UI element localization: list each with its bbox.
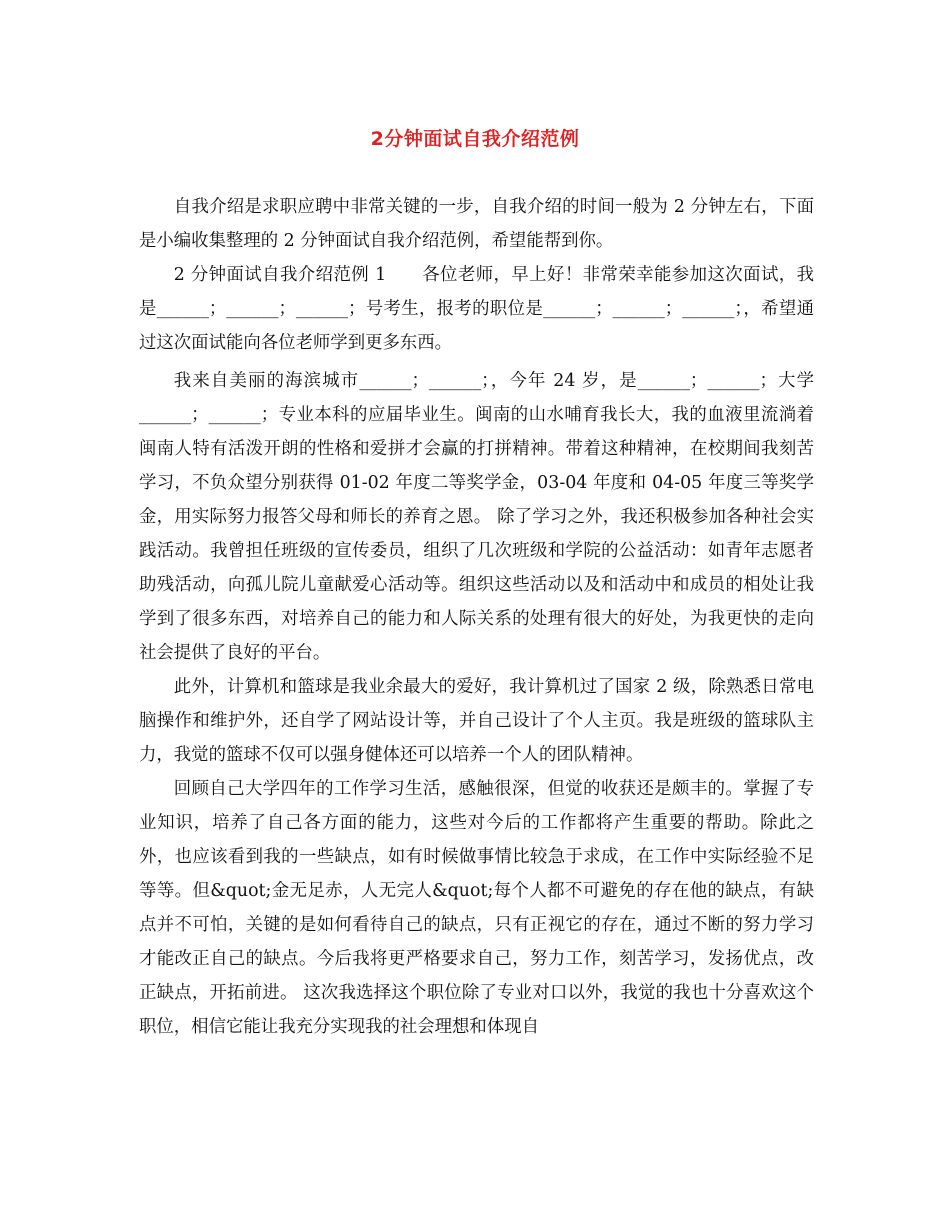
paragraph-review: 回顾自己大学四年的工作学习生活，感触很深，但觉的收获还是颇丰的。掌握了专业知识，培养了自己各方面的能力，这些对今后的工作都将产生重要的帮助。除此之外，也应该看到我的一些缺点，如有时候做事情比较急于求成，在工作中实际经验不足等等。但&quot;金无足赤，人无完人&quot;每个人都不可避免的存在他的缺点，有缺点并不可怕，关键的是如何看待自己的缺点，只有正视它的存在，通过不断的努力学习才能改正自己的缺点。今后我将更严格要求自己，努力工作，刻苦学习，发扬优点，改正缺点，开拓前进。 这次我选择这个职位除了专业对口以外，我觉的我也十分喜欢这个职位，相信它能让我充分实现我的社会理想和体现自	[139, 779, 814, 1037]
paragraph-intro: 自我介绍是求职应聘中非常关键的一步，自我介绍的时间一般为 2 分钟左右，下面是小编收集整理的 2 分钟面试自我介绍范例，希望能帮到你。	[139, 197, 814, 251]
document-body	[139, 190, 814, 1044]
document-title: 2分钟面试自我介绍范例	[370, 128, 580, 150]
paragraph-example-1: 2 分钟面试自我介绍范例 1 各位老师，早上好！非常荣幸能参加这次面试，我是______；______；______；号考生，报考的职位是______；______；______；，希望通过这次面试能向各位老师学到更多东西。	[139, 265, 814, 353]
paragraph-background: 我来自美丽的海滨城市______；______；，今年 24 岁，是______；______；大学______；______；专业本科的应届毕业生。闽南的山水哺育我长大，我的血液里流淌着闽南人特有活泼开朗的性格和爱拼才会赢的打拼精神。带着这种精神，在校期间我刻苦学习，不负众望分别获得 01-02 年度二等奖学金，03-04 年度和 04-05 年度三等奖学金，用实际努力报答父母和师长的养育之恩。 除了学习之外，我还积极参加各种社会实践活动。我曾担任班级的宣传委员，组织了几次班级和学院的公益活动：如青年志愿者助残活动，向孤儿院儿童献爱心活动等。组织这些活动以及和活动中和成员的相处让我学到了很多东西，对培养自己的能力和人际关系的处理有很大的好处，为我更快的走向社会提供了良好的平台。	[139, 371, 814, 663]
paragraph-hobbies: 此外，计算机和篮球是我业余最大的爱好，我计算机过了国家 2 级，除熟悉日常电脑操作和维护外，还自学了网站设计等，并自己设计了个人主页。我是班级的篮球队主力，我觉的篮球不仅可以强身健体还可以培养一个人的团队精神。	[139, 677, 814, 765]
